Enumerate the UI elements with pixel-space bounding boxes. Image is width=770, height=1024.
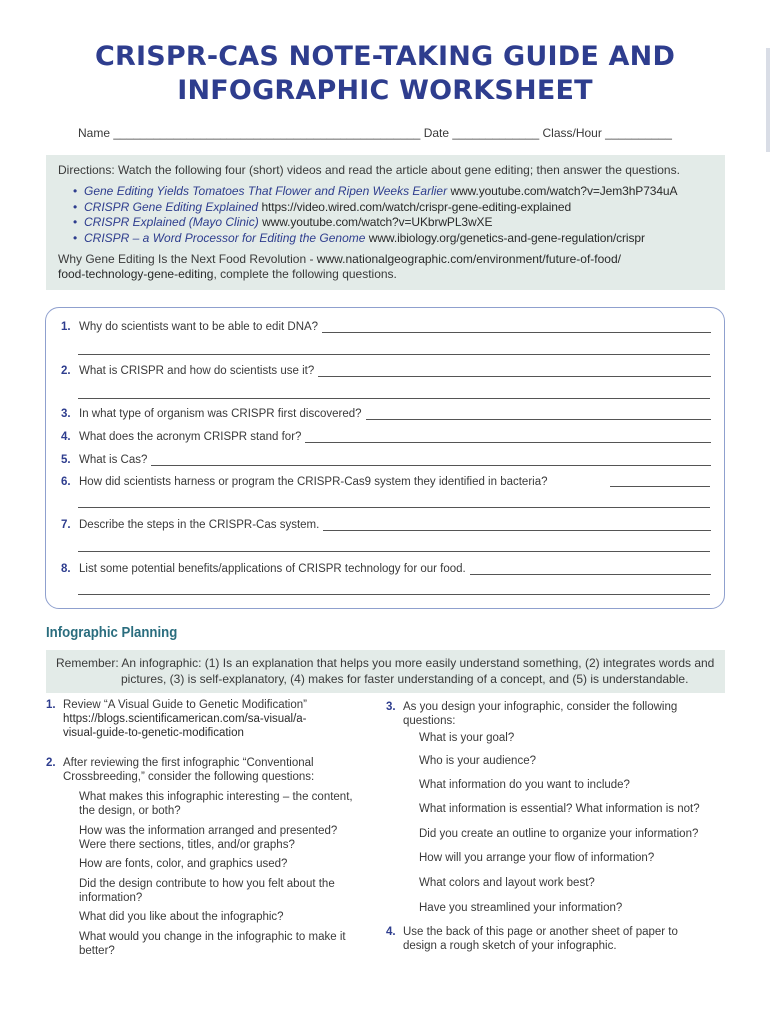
question-number: 2. xyxy=(61,365,71,377)
sub-question: How will you arrange your flow of information? xyxy=(419,852,655,864)
video-link[interactable]: https://video.wired.com/watch/crispr-gene-editing-explained xyxy=(261,199,572,214)
question-number: 5. xyxy=(61,454,71,466)
question-number: 6. xyxy=(61,476,71,488)
answer-line[interactable] xyxy=(78,398,710,399)
sub-question: What is your goal? xyxy=(419,732,515,744)
question-3 xyxy=(61,408,711,420)
directions-text: Directions: Watch the following four (short) videos and read the article about gene editing; then answer the questions. xyxy=(58,163,680,177)
bullet-icon: • xyxy=(73,215,78,230)
sub-question xyxy=(79,877,335,905)
video-title: Gene Editing Yields Tomatoes That Flower and Ripen Weeks Earlier xyxy=(84,184,448,198)
planning-item-2 xyxy=(46,756,315,784)
question-number: 1. xyxy=(61,321,71,333)
video-title: CRISPR Gene Editing Explained xyxy=(84,199,259,214)
answer-line[interactable] xyxy=(78,354,710,355)
question-text: Why do scientists want to be able to edit DNA? xyxy=(79,321,319,333)
title-line-1: CRISPR-CAS NOTE-TAKING GUIDE AND xyxy=(94,41,676,72)
item-text-continued: design a rough sketch of your infographic. xyxy=(403,940,617,952)
answer-line[interactable] xyxy=(78,551,710,552)
item-link[interactable]: https://blogs.scientificamerican.com/sa-visual/a- xyxy=(63,713,307,725)
sub-question xyxy=(79,930,346,958)
planning-item-3 xyxy=(386,700,678,728)
planning-item-4 xyxy=(386,925,678,953)
article-link-continued[interactable]: food-technology-gene-editing xyxy=(58,267,214,282)
bullet-icon: • xyxy=(73,184,78,198)
student-info-row xyxy=(78,126,698,140)
article-link[interactable]: www.nationalgeographic.com/environment/future-of-food/ xyxy=(316,252,621,267)
sub-question-text: information? xyxy=(79,892,143,904)
sub-question xyxy=(79,824,337,852)
question-number: 3. xyxy=(61,408,71,420)
sub-question: What colors and layout work best? xyxy=(419,877,595,889)
sub-question-text: Were there sections, titles, and/or graphs? xyxy=(79,839,295,851)
answer-line[interactable] xyxy=(78,507,710,508)
sub-question-text: How are fonts, color, and graphics used? xyxy=(79,858,288,870)
question-text: List some potential benefits/applications of CRISPR technology for our food. xyxy=(79,563,466,575)
item-number: 3. xyxy=(386,701,396,713)
item-link-continued[interactable]: visual-guide-to-genetic-modification xyxy=(63,727,244,739)
question-text: What is CRISPR and how do scientists use it? xyxy=(79,365,315,377)
directions-box xyxy=(46,155,725,290)
item-number: 2. xyxy=(46,757,56,769)
sub-question: Who is your audience? xyxy=(419,755,536,767)
sub-question xyxy=(79,790,353,818)
article-reference xyxy=(58,252,713,282)
name-field[interactable]: Name ______________________________________________ xyxy=(78,126,421,140)
answer-line[interactable] xyxy=(305,432,711,443)
video-title: CRISPR – a Word Processor for Editing the Genome xyxy=(84,230,366,245)
answer-line[interactable] xyxy=(323,520,711,531)
answer-line[interactable] xyxy=(610,486,710,487)
video-link[interactable]: www.youtube.com/watch?v=UKbrwPL3wXE xyxy=(262,215,493,230)
item-text: After reviewing the first infographic “Conventional xyxy=(63,757,314,769)
sub-question: Did you create an outline to organize your information? xyxy=(419,828,699,840)
item-number: 1. xyxy=(46,699,56,711)
sub-question-text: better? xyxy=(79,945,115,957)
sub-question-text: What did you like about the infographic? xyxy=(79,911,284,923)
answer-line[interactable] xyxy=(78,594,710,595)
sub-question xyxy=(79,910,284,924)
question-6 xyxy=(61,476,548,488)
questions-box xyxy=(45,307,725,609)
item-text-continued: questions: xyxy=(403,715,456,727)
question-text: In what type of organism was CRISPR first discovered? xyxy=(79,408,362,420)
item-text: As you design your infographic, consider the following xyxy=(403,701,678,713)
item-text: Review “A Visual Guide to Genetic Modification” xyxy=(63,699,307,711)
bullet-icon: • xyxy=(73,230,78,245)
remember-line-1: Remember: An infographic: (1) Is an explanation that helps you more easily understand something, (2) integrates words and xyxy=(56,656,715,670)
remember-box xyxy=(46,650,725,693)
question-8 xyxy=(61,563,711,575)
video-link[interactable]: www.youtube.com/watch?v=Jem3hP734uA xyxy=(450,184,678,198)
question-text: How did scientists harness or program the CRISPR-Cas9 system they identified in bacteria? xyxy=(79,476,548,488)
question-4 xyxy=(61,431,711,443)
answer-line[interactable] xyxy=(151,455,711,466)
sub-question-text: How was the information arranged and presented? xyxy=(79,825,338,837)
sub-question-text: What would you change in the infographic to make it xyxy=(79,931,346,943)
sub-question xyxy=(79,857,287,871)
sub-question: What information do you want to include? xyxy=(419,779,630,791)
question-number: 8. xyxy=(61,563,71,575)
remember-line-2: pictures, (3) is self-explanatory, (4) makes for faster understanding of a concept, and (5) is understandable. xyxy=(121,672,689,686)
answer-line[interactable] xyxy=(366,409,711,420)
question-text: Describe the steps in the CRISPR-Cas system. xyxy=(79,519,320,531)
question-number: 4. xyxy=(61,431,71,443)
question-1 xyxy=(61,321,711,333)
date-field[interactable]: Date _____________ xyxy=(423,126,540,140)
video-title: CRISPR Explained (Mayo Clinic) xyxy=(84,215,259,230)
article-prefix: Why Gene Editing Is the Next Food Revolution - xyxy=(58,252,317,267)
question-number: 7. xyxy=(61,519,71,531)
infographic-planning-heading: Infographic Planning xyxy=(46,624,178,641)
bullet-icon: • xyxy=(73,199,78,214)
sub-question-text: the design, or both? xyxy=(79,805,181,817)
sub-question: What information is essential? What information is not? xyxy=(419,803,700,815)
question-7 xyxy=(61,519,711,531)
video-item xyxy=(73,230,713,247)
question-2 xyxy=(61,365,711,377)
video-item xyxy=(73,215,713,231)
question-5 xyxy=(61,454,711,466)
question-text: What is Cas? xyxy=(79,454,148,466)
sub-question-text: Did the design contribute to how you felt about the xyxy=(79,878,335,890)
title-line-2: INFOGRAPHIC WORKSHEET xyxy=(177,75,593,106)
answer-line[interactable] xyxy=(470,564,711,575)
video-link[interactable]: www.ibiology.org/genetics-and-gene-regulation/crispr xyxy=(368,230,645,245)
page-title xyxy=(0,40,770,108)
sub-question: Have you streamlined your information? xyxy=(419,902,623,914)
video-item xyxy=(73,184,713,200)
article-suffix: , complete the following questions. xyxy=(213,267,397,282)
answer-line[interactable] xyxy=(318,366,711,377)
item-text-continued: Crossbreeding,” consider the following questions: xyxy=(63,771,315,783)
class-hour-field[interactable]: Class/Hour __________ xyxy=(542,126,672,140)
answer-line[interactable] xyxy=(322,322,711,333)
video-item xyxy=(73,199,713,216)
video-list xyxy=(58,184,713,246)
planning-item-1 xyxy=(46,698,307,740)
item-number: 4. xyxy=(386,926,396,938)
sub-question-text: What makes this infographic interesting – the content, xyxy=(79,791,353,803)
question-text: What does the acronym CRISPR stand for? xyxy=(79,431,302,443)
item-text: Use the back of this page or another sheet of paper to xyxy=(403,926,678,938)
